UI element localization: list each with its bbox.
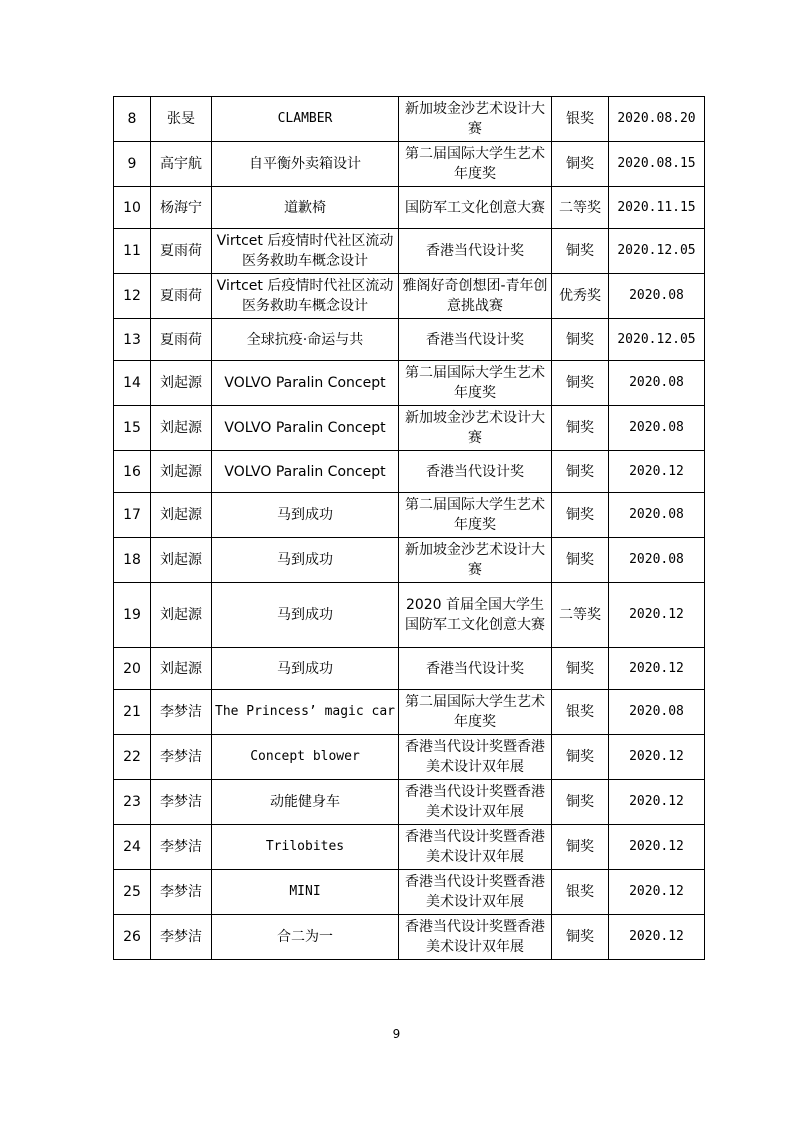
table-row bbox=[114, 187, 705, 229]
cell-competition: 香港当代设计奖 bbox=[399, 319, 552, 361]
table-row bbox=[114, 825, 705, 870]
awards-table bbox=[113, 96, 705, 960]
cell-work: VOLVO Paralin Concept bbox=[212, 406, 399, 451]
cell-work: 马到成功 bbox=[212, 493, 399, 538]
cell-name: 刘起源 bbox=[151, 493, 212, 538]
cell-name: 李梦洁 bbox=[151, 870, 212, 915]
table-row bbox=[114, 583, 705, 648]
cell-date: 2020.08 bbox=[609, 493, 705, 538]
cell-competition: 新加坡金沙艺术设计大赛 bbox=[399, 97, 552, 142]
cell-work: Virtcet 后疫情时代社区流动医务救助车概念设计 bbox=[212, 229, 399, 274]
cell-name: 刘起源 bbox=[151, 538, 212, 583]
cell-date: 2020.08 bbox=[609, 690, 705, 735]
cell-award: 二等奖 bbox=[552, 187, 609, 229]
cell-award: 铜奖 bbox=[552, 406, 609, 451]
cell-work: 马到成功 bbox=[212, 538, 399, 583]
cell-award: 铜奖 bbox=[552, 780, 609, 825]
cell-competition: 香港当代设计奖 bbox=[399, 229, 552, 274]
cell-name: 刘起源 bbox=[151, 406, 212, 451]
cell-date: 2020.12.05 bbox=[609, 229, 705, 274]
cell-date: 2020.08.15 bbox=[609, 142, 705, 187]
table-row bbox=[114, 735, 705, 780]
table-row bbox=[114, 648, 705, 690]
cell-name: 李梦洁 bbox=[151, 780, 212, 825]
cell-work: 马到成功 bbox=[212, 583, 399, 648]
cell-date: 2020.12 bbox=[609, 648, 705, 690]
cell-date: 2020.12.05 bbox=[609, 319, 705, 361]
cell-no: 10 bbox=[114, 187, 151, 229]
cell-work: VOLVO Paralin Concept bbox=[212, 361, 399, 406]
cell-work: Concept blower bbox=[212, 735, 399, 780]
cell-date: 2020.08 bbox=[609, 538, 705, 583]
cell-no: 13 bbox=[114, 319, 151, 361]
cell-award: 二等奖 bbox=[552, 583, 609, 648]
cell-name: 刘起源 bbox=[151, 361, 212, 406]
cell-competition: 第二届国际大学生艺术年度奖 bbox=[399, 690, 552, 735]
cell-award: 银奖 bbox=[552, 690, 609, 735]
cell-name: 李梦洁 bbox=[151, 690, 212, 735]
cell-date: 2020.12 bbox=[609, 825, 705, 870]
cell-competition: 香港当代设计奖暨香港美术设计双年展 bbox=[399, 915, 552, 960]
cell-award: 铜奖 bbox=[552, 142, 609, 187]
cell-award: 铜奖 bbox=[552, 319, 609, 361]
cell-no: 20 bbox=[114, 648, 151, 690]
cell-award: 铜奖 bbox=[552, 229, 609, 274]
cell-award: 铜奖 bbox=[552, 915, 609, 960]
cell-no: 16 bbox=[114, 451, 151, 493]
cell-work: The Princess’ magic car bbox=[212, 690, 399, 735]
table-row bbox=[114, 229, 705, 274]
cell-competition: 新加坡金沙艺术设计大赛 bbox=[399, 406, 552, 451]
cell-no: 8 bbox=[114, 97, 151, 142]
cell-no: 11 bbox=[114, 229, 151, 274]
table-row bbox=[114, 97, 705, 142]
cell-date: 2020.08 bbox=[609, 274, 705, 319]
cell-no: 22 bbox=[114, 735, 151, 780]
table-row bbox=[114, 361, 705, 406]
cell-date: 2020.12 bbox=[609, 583, 705, 648]
cell-work: MINI bbox=[212, 870, 399, 915]
cell-work: 全球抗疫·命运与共 bbox=[212, 319, 399, 361]
cell-date: 2020.12 bbox=[609, 780, 705, 825]
cell-name: 杨海宁 bbox=[151, 187, 212, 229]
cell-work: 合二为一 bbox=[212, 915, 399, 960]
cell-competition: 香港当代设计奖暨香港美术设计双年展 bbox=[399, 825, 552, 870]
table-row bbox=[114, 538, 705, 583]
cell-competition: 雅阁好奇创想团-青年创意挑战赛 bbox=[399, 274, 552, 319]
cell-date: 2020.12 bbox=[609, 735, 705, 780]
cell-no: 17 bbox=[114, 493, 151, 538]
cell-no: 12 bbox=[114, 274, 151, 319]
cell-award: 铜奖 bbox=[552, 451, 609, 493]
cell-name: 李梦洁 bbox=[151, 915, 212, 960]
cell-award: 铜奖 bbox=[552, 493, 609, 538]
cell-award: 铜奖 bbox=[552, 648, 609, 690]
cell-award: 铜奖 bbox=[552, 538, 609, 583]
cell-no: 24 bbox=[114, 825, 151, 870]
cell-name: 刘起源 bbox=[151, 648, 212, 690]
cell-no: 9 bbox=[114, 142, 151, 187]
cell-competition: 国防军工文化创意大赛 bbox=[399, 187, 552, 229]
cell-work: 马到成功 bbox=[212, 648, 399, 690]
cell-competition: 2020 首届全国大学生国防军工文化创意大赛 bbox=[399, 583, 552, 648]
cell-award: 优秀奖 bbox=[552, 274, 609, 319]
cell-name: 夏雨荷 bbox=[151, 274, 212, 319]
cell-award: 铜奖 bbox=[552, 361, 609, 406]
cell-name: 夏雨荷 bbox=[151, 229, 212, 274]
cell-competition: 第二届国际大学生艺术年度奖 bbox=[399, 142, 552, 187]
cell-competition: 新加坡金沙艺术设计大赛 bbox=[399, 538, 552, 583]
table-row bbox=[114, 870, 705, 915]
cell-no: 23 bbox=[114, 780, 151, 825]
cell-work: 道歉椅 bbox=[212, 187, 399, 229]
cell-work: CLAMBER bbox=[212, 97, 399, 142]
cell-no: 26 bbox=[114, 915, 151, 960]
cell-competition: 第二届国际大学生艺术年度奖 bbox=[399, 361, 552, 406]
table-row bbox=[114, 915, 705, 960]
cell-work: 动能健身车 bbox=[212, 780, 399, 825]
cell-competition: 香港当代设计奖 bbox=[399, 648, 552, 690]
cell-work: Trilobites bbox=[212, 825, 399, 870]
cell-award: 银奖 bbox=[552, 97, 609, 142]
cell-date: 2020.12 bbox=[609, 451, 705, 493]
table-row bbox=[114, 690, 705, 735]
page-number: 9 bbox=[392, 1027, 401, 1041]
cell-no: 14 bbox=[114, 361, 151, 406]
cell-work: Virtcet 后疫情时代社区流动医务救助车概念设计 bbox=[212, 274, 399, 319]
cell-work: 自平衡外卖箱设计 bbox=[212, 142, 399, 187]
cell-no: 21 bbox=[114, 690, 151, 735]
cell-award: 铜奖 bbox=[552, 735, 609, 780]
cell-award: 铜奖 bbox=[552, 825, 609, 870]
cell-competition: 第二届国际大学生艺术年度奖 bbox=[399, 493, 552, 538]
cell-name: 刘起源 bbox=[151, 583, 212, 648]
cell-date: 2020.08 bbox=[609, 361, 705, 406]
table-row bbox=[114, 780, 705, 825]
cell-work: VOLVO Paralin Concept bbox=[212, 451, 399, 493]
cell-competition: 香港当代设计奖暨香港美术设计双年展 bbox=[399, 780, 552, 825]
cell-award: 银奖 bbox=[552, 870, 609, 915]
cell-name: 李梦洁 bbox=[151, 735, 212, 780]
cell-competition: 香港当代设计奖暨香港美术设计双年展 bbox=[399, 735, 552, 780]
cell-no: 25 bbox=[114, 870, 151, 915]
cell-name: 张旻 bbox=[151, 97, 212, 142]
cell-name: 高宇航 bbox=[151, 142, 212, 187]
table-row bbox=[114, 451, 705, 493]
cell-competition: 香港当代设计奖暨香港美术设计双年展 bbox=[399, 870, 552, 915]
table-row bbox=[114, 406, 705, 451]
cell-no: 15 bbox=[114, 406, 151, 451]
cell-date: 2020.08.20 bbox=[609, 97, 705, 142]
table-row bbox=[114, 142, 705, 187]
cell-name: 李梦洁 bbox=[151, 825, 212, 870]
cell-name: 刘起源 bbox=[151, 451, 212, 493]
cell-date: 2020.11.15 bbox=[609, 187, 705, 229]
table-row bbox=[114, 319, 705, 361]
table-row bbox=[114, 493, 705, 538]
cell-date: 2020.12 bbox=[609, 870, 705, 915]
cell-date: 2020.12 bbox=[609, 915, 705, 960]
cell-date: 2020.08 bbox=[609, 406, 705, 451]
table-row bbox=[114, 274, 705, 319]
cell-competition: 香港当代设计奖 bbox=[399, 451, 552, 493]
cell-no: 19 bbox=[114, 583, 151, 648]
cell-name: 夏雨荷 bbox=[151, 319, 212, 361]
cell-no: 18 bbox=[114, 538, 151, 583]
